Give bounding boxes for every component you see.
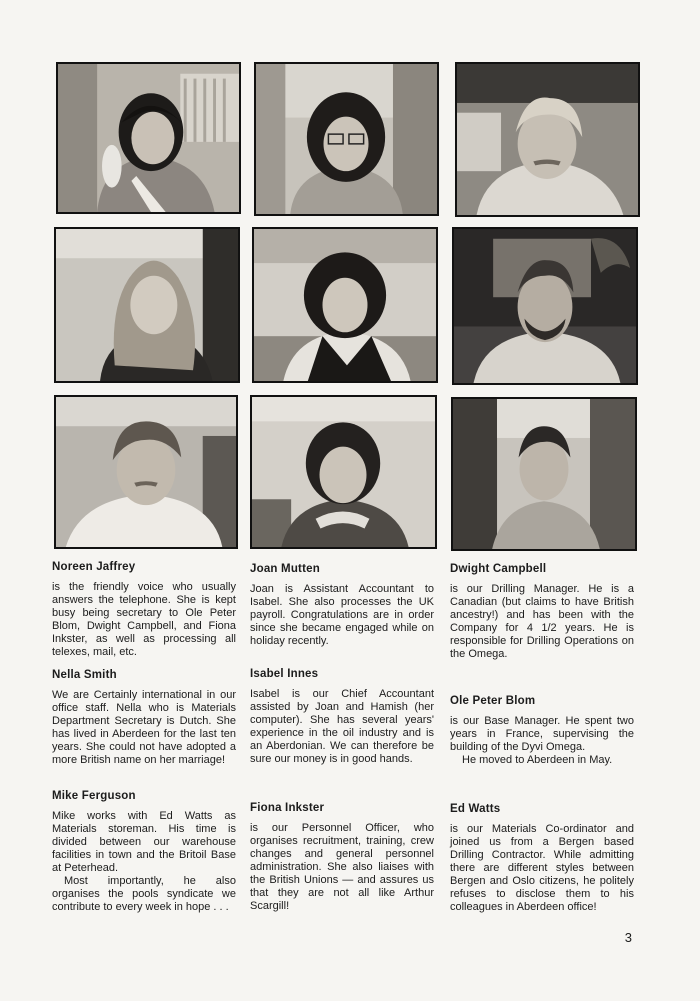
profile-text: is our Personnel Officer, who organises recruitment, training, crew changes and general personnel administration. She also liaises with the British Unions — and assures us that they are not all like Arthur Scargill! xyxy=(250,822,434,912)
profile-nella-smith xyxy=(52,669,236,767)
ed-watts-photo xyxy=(451,397,637,551)
profile-text: We are Certainly international in our office staff. Nella who is Materials Department Secretary is Dutch. She has lived in Aberdeen for the last ten years. She could not have adopted a more British name on her marriage! xyxy=(52,689,236,766)
profile-text: is our Drilling Manager. He is a Canadian (but claims to have British ancestry!) and has been with the Company for 4 1/2 years. He is responsible for Drilling Operations on the Omega. xyxy=(450,583,634,660)
profile-name: Mike Ferguson xyxy=(52,790,136,802)
profile-name: Ed Watts xyxy=(450,803,501,815)
profile-text: Isabel is our Chief Accountant assisted by Joan and Hamish (her computer). She has several years' experience in the oil industry and is an Aberdonian. We can therefore be sure our money is in good hands. xyxy=(250,688,434,765)
profile-text: Joan is Assistant Accountant to Isabel. She also processes the UK payroll. Congratulations are in order since she became engaged while on holiday recently. xyxy=(250,583,434,647)
profile-text xyxy=(450,715,634,767)
profile-name: Fiona Inkster xyxy=(250,802,325,814)
mike-ferguson-photo xyxy=(54,395,238,549)
profile-ole-peter-blom xyxy=(450,695,634,767)
profile-text xyxy=(52,810,236,914)
profile-joan-mutten xyxy=(250,563,434,648)
profile-name: Nella Smith xyxy=(52,669,117,681)
ole-peter-blom-photo xyxy=(452,227,638,385)
nella-smith-photo xyxy=(54,227,240,383)
profile-dwight-campbell xyxy=(450,563,634,661)
profile-mike-ferguson xyxy=(52,790,236,914)
profile-paragraph: He moved to Aberdeen in May. xyxy=(462,754,613,766)
dwight-campbell-photo xyxy=(455,62,640,217)
profile-isabel-innes xyxy=(250,668,434,766)
profile-paragraph: is our Base Manager. He spent two years in France, supervising the building of the Dyvi Omega. xyxy=(450,715,634,753)
page-number: 3 xyxy=(624,930,632,945)
profile-noreen-jaffrey xyxy=(52,561,236,659)
profile-name: Joan Mutten xyxy=(250,563,320,575)
profile-name: Isabel Innes xyxy=(250,668,319,680)
profile-text: is our Materials Co-ordinator and joined us from a Bergen based Drilling Contractor. While admitting there are different styles between Bergen and Oslo citizens, he politely refuses to disclose them to his colleagues in Aberdeen office! xyxy=(450,823,634,913)
profile-name: Ole Peter Blom xyxy=(450,695,536,707)
fiona-inkster-photo xyxy=(250,395,437,549)
profile-name: Noreen Jaffrey xyxy=(52,561,136,573)
profile-paragraph: Mike works with Ed Watts as Materials storeman. His time is divided between our warehouse facilities in town and the Britoil Base at Peterhead. xyxy=(52,810,236,874)
profile-name: Dwight Campbell xyxy=(450,563,547,575)
profile-paragraph: Most importantly, he also organises the pools syndicate we contribute to every week in hope . . . xyxy=(52,875,236,913)
joan-mutten-photo xyxy=(254,62,439,216)
profile-fiona-inkster xyxy=(250,802,434,913)
profile-text: is the friendly voice who usually answers the telephone. She is kept busy being secretary to Ole Peter Blom, Dwight Campbell, and Fiona Inkster, as well as processing all telexes, mail, etc. xyxy=(52,581,236,658)
profile-ed-watts xyxy=(450,803,634,914)
isabel-innes-photo xyxy=(252,227,438,383)
noreen-jaffrey-photo xyxy=(56,62,241,214)
